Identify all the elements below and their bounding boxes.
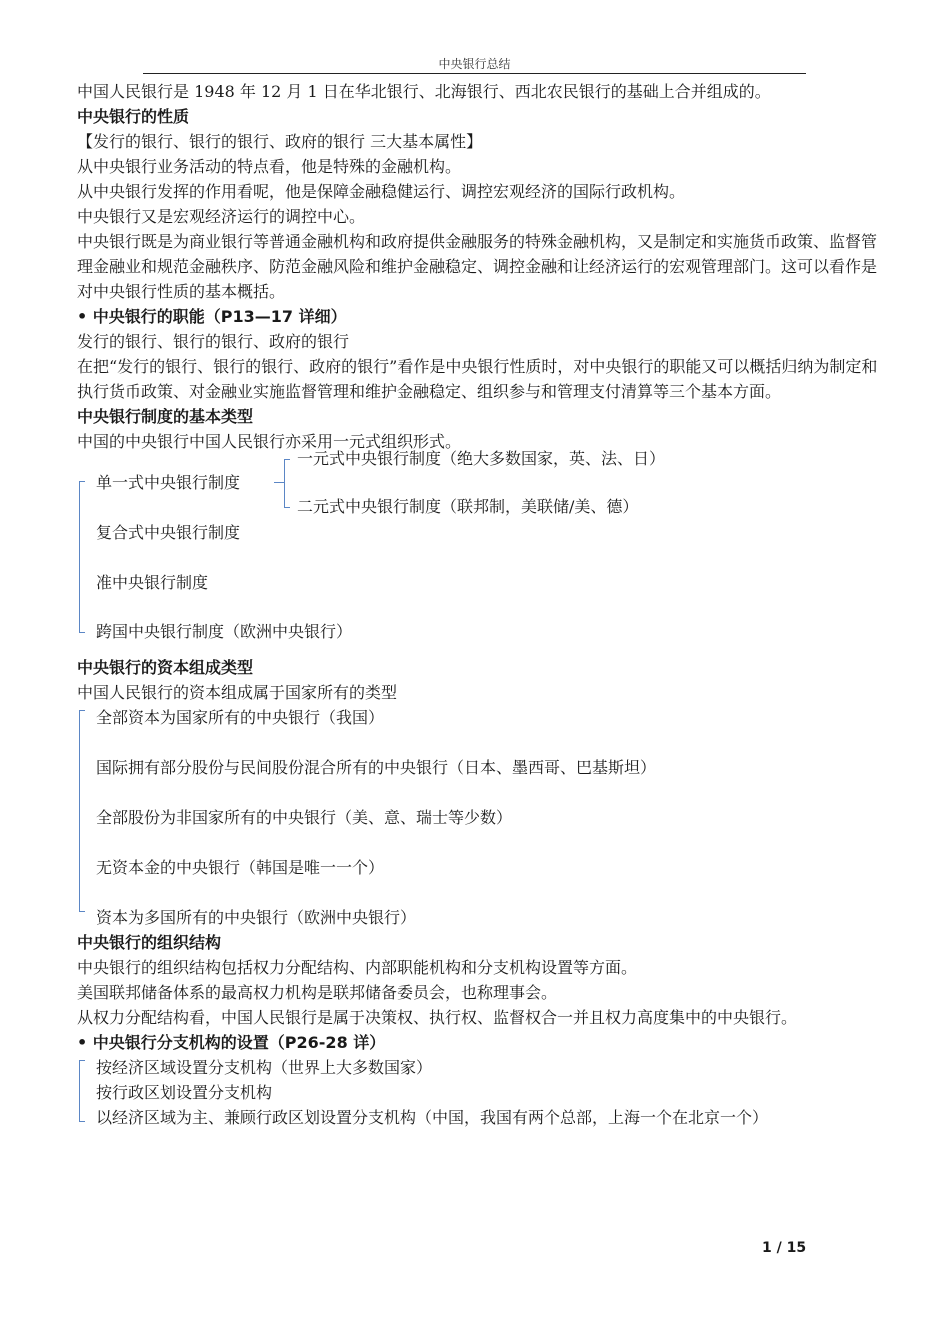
nature-line: 从中央银行发挥的作用看呢，他是保障金融稳健运行、调控宏观经济的国际行政机构。 xyxy=(77,182,686,201)
single-sub-item: 一元式中央银行制度（绝大多数国家，英、法、日） xyxy=(297,449,666,468)
functions-heading: • 中央银行的职能（P13—17 详细） xyxy=(77,307,347,326)
capital-line: 中国人民银行的资本组成属于国家所有的类型 xyxy=(77,683,398,702)
nature-line: 【发行的银行、银行的银行、政府的银行 三大基本属性】 xyxy=(77,132,483,151)
nature-line: 中央银行又是宏观经济运行的调控中心。 xyxy=(77,207,366,226)
system-types-bracket xyxy=(79,481,85,633)
org-heading: 中央银行的组织结构 xyxy=(77,933,222,952)
capital-heading: 中央银行的资本组成类型 xyxy=(77,658,254,677)
branch-item: 以经济区域为主、兼顾行政区划设置分支机构（中国，我国有两个总部，上海一个在北京一个） xyxy=(96,1108,769,1127)
functions-line: 发行的银行、银行的银行、政府的银行 xyxy=(77,332,350,351)
single-sub-tick xyxy=(274,482,284,483)
single-sub-bracket xyxy=(284,459,290,508)
capital-types-list xyxy=(77,705,880,930)
capital-item: 无资本金的中央银行（韩国是唯一一个） xyxy=(96,858,385,877)
system-type-item: 准中央银行制度 xyxy=(96,573,209,592)
single-system: 单一式中央银行制度 xyxy=(96,473,241,492)
branch-item: 按经济区域设置分支机构（世界上大多数国家） xyxy=(96,1058,433,1077)
document-body xyxy=(77,79,880,1155)
branch-item: 按行政区划设置分支机构 xyxy=(96,1083,273,1102)
capital-item: 资本为多国所有的中央银行（欧洲中央银行） xyxy=(96,908,417,927)
system-type-item: 复合式中央银行制度 xyxy=(96,523,241,542)
page-header-title: 中央银行总结 xyxy=(438,57,511,71)
functions-paragraph: 在把“发行的银行、银行的银行、政府的银行”看作是中央银行性质时，对中央银行的职能又可以概括归纳为制定和执行货币政策、对金融业实施监督管理和维护金融稳定、组织参与和管理支付清算等三个基本方面。 xyxy=(77,357,878,401)
header-rule xyxy=(143,73,806,74)
capital-item: 全部股份为非国家所有的中央银行（美、意、瑞士等少数） xyxy=(96,808,513,827)
branches-list xyxy=(77,1055,880,1155)
system-types-heading: 中央银行制度的基本类型 xyxy=(77,407,254,426)
system-types-tree xyxy=(77,449,880,655)
branches-heading: • 中央银行分支机构的设置（P26-28 详） xyxy=(77,1033,386,1052)
system-types-line: 中国的中央银行中国人民银行亦采用一元式组织形式。 xyxy=(77,432,462,451)
single-sub-item: 二元式中央银行制度（联邦制，美联储/美、德） xyxy=(297,497,639,516)
page-number: 1 / 15 xyxy=(762,1240,807,1256)
capital-bracket xyxy=(79,710,85,912)
nature-summary: 中央银行既是为商业银行等普通金融机构和政府提供金融服务的特殊金融机构，又是制定和实施货币政策、监督管理金融业和规范金融秩序、防范金融风险和维护金融稳定、调控金融和让经济运行的宏观管理部门。这可以看作是对中央银行性质的基本概括。 xyxy=(77,232,878,301)
nature-line: 从中央银行业务活动的特点看，他是特殊的金融机构。 xyxy=(77,157,462,176)
intro-paragraph: 中国人民银行是 1948 年 12 月 1 日在华北银行、北海银行、西北农民银行的基础上合并组成的。 xyxy=(77,82,771,101)
nature-heading: 中央银行的性质 xyxy=(77,107,190,126)
system-type-item: 跨国中央银行制度（欧洲中央银行） xyxy=(96,622,353,641)
capital-item: 国际拥有部分股份与民间股份混合所有的中央银行（日本、墨西哥、巴基斯坦） xyxy=(96,758,657,777)
org-line: 中央银行的组织结构包括权力分配结构、内部职能机构和分支机构设置等方面。 xyxy=(77,958,638,977)
org-line: 美国联邦储备体系的最高权力机构是联邦储备委员会，也称理事会。 xyxy=(77,983,558,1002)
capital-item: 全部资本为国家所有的中央银行（我国） xyxy=(96,708,385,727)
org-paragraph: 从权力分配结构看，中国人民银行是属于决策权、执行权、监督权合一并且权力高度集中的中央银行。 xyxy=(77,1008,798,1027)
